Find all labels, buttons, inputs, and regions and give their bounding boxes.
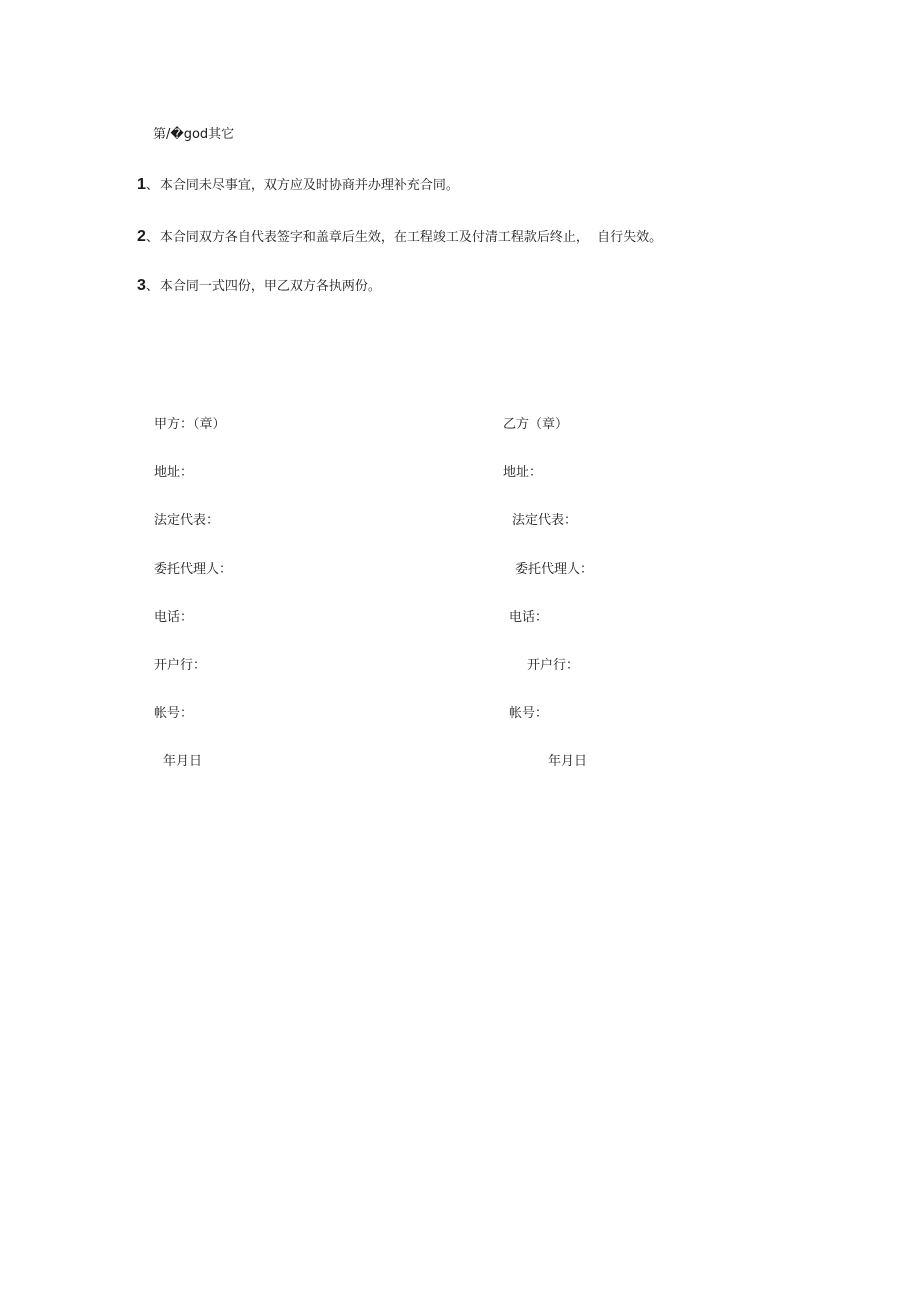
party-a-address-label: 地址： [154,465,194,480]
party-b-address-label: 地址： [503,465,543,480]
clause-number: 1 [137,176,146,193]
clause-text: 本合同一式四份，甲乙双方各执两份。 [159,279,381,294]
party-b-title: 乙方（章） [503,417,569,432]
party-b-account-label: 帐号： [509,706,549,721]
party-b-legal-rep-label: 法定代表： [512,513,578,528]
clause-3 [137,276,381,297]
clause-text: 本合同双方各自代表签字和盖章后生效，在工程竣工及付清工程款后终止， 自行失效。 [159,230,663,245]
clause-separator: 、 [145,178,159,193]
party-a-phone-label: 电话： [154,610,194,625]
section-heading: 第/�god其它 [153,127,235,142]
party-a-legal-rep-label: 法定代表： [154,513,220,528]
party-b-phone-label: 电话： [509,610,549,625]
party-b-date-label: 年月日 [548,754,588,769]
party-a-account-label: 帐号： [154,706,194,721]
clause-separator: 、 [145,279,159,294]
clause-2 [137,227,662,248]
party-a-title: 甲方：（章） [154,417,226,432]
clause-separator: 、 [145,230,159,245]
clause-number: 3 [137,277,146,294]
clause-number: 2 [137,228,146,245]
party-b-bank-label: 开户行： [527,658,580,673]
clause-1 [137,175,459,196]
party-a-bank-label: 开户行： [154,658,207,673]
party-b-agent-label: 委托代理人： [515,562,594,577]
clause-text: 本合同未尽事宜，双方应及时协商并办理补充合同。 [159,178,459,193]
party-a-agent-label: 委托代理人： [154,562,233,577]
party-a-date-label: 年月日 [163,754,203,769]
